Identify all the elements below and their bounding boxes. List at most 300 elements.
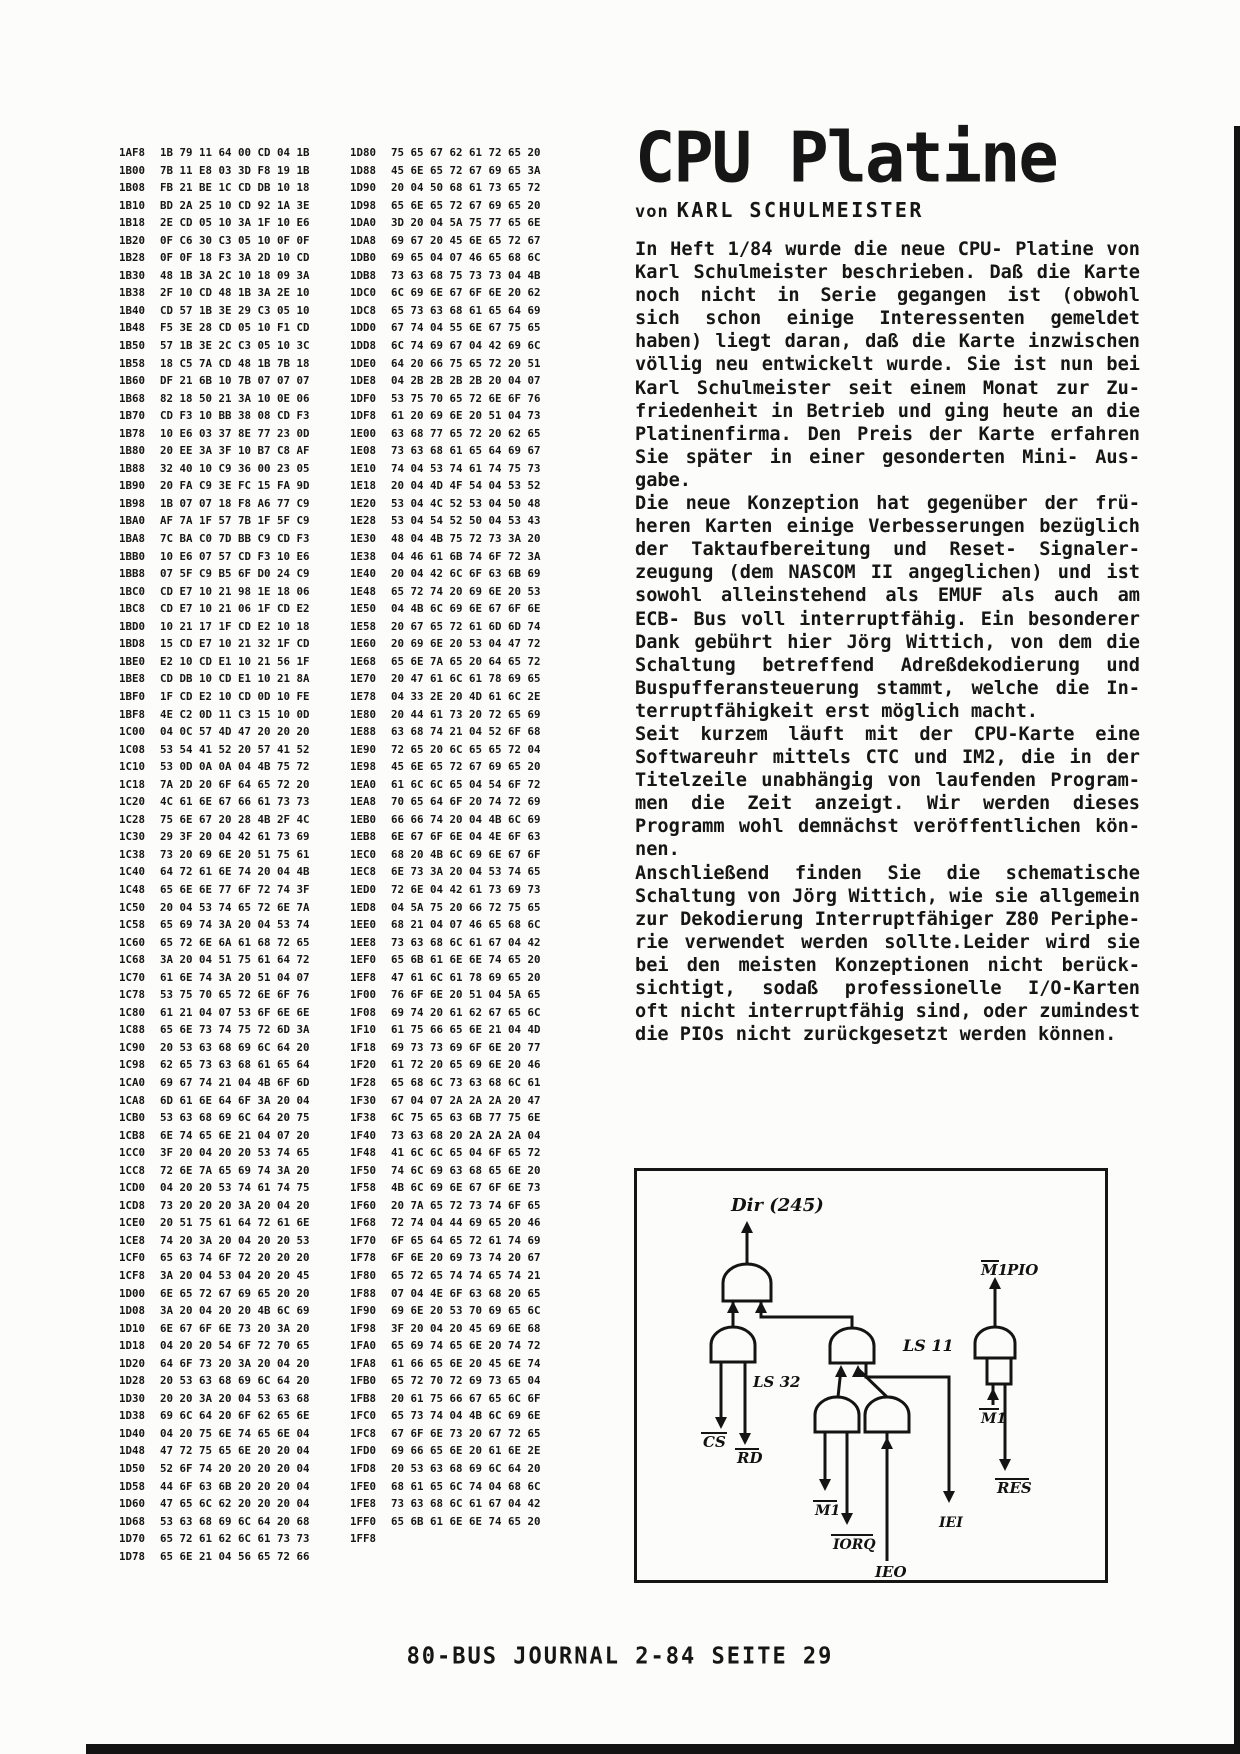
article-text-line: Softwareuhr mittels CTC und IM2, die in der [635, 747, 1140, 769]
hex-row [350, 1495, 541, 1513]
hex-address: 1D58 [119, 1479, 146, 1493]
article-text-line: Schaltung von Jörg Wittich, wie sie allgemein [635, 885, 1140, 907]
hex-row [350, 1109, 541, 1127]
hex-address: 1EC0 [350, 847, 377, 861]
hex-row [350, 197, 541, 215]
hex-address: 1D10 [119, 1321, 146, 1335]
arrowhead-down [943, 1491, 955, 1503]
hex-address: 1D60 [119, 1497, 146, 1511]
and-gate-bottom-right [865, 1397, 909, 1432]
hex-address: 1F80 [350, 1269, 377, 1282]
article-text-line: Karl Schulmeister beschrieben. Daß die Karte [635, 262, 1140, 284]
hex-bytes: 07 04 4E 6F 63 68 20 65 [391, 1286, 541, 1300]
hex-bytes: 63 68 77 65 72 20 62 65 [391, 426, 541, 440]
hex-address: 1ED8 [350, 900, 377, 914]
m1-pio-label-m1: M1 [981, 1261, 1009, 1279]
hex-bytes: 53 04 4C 52 53 04 50 48 [391, 496, 541, 510]
hex-bytes: 65 72 74 20 69 6E 20 53 [391, 584, 541, 598]
hex-address: 1C90 [119, 1040, 146, 1054]
hex-address: 1BD0 [119, 619, 146, 633]
hex-address: 1E50 [350, 602, 377, 616]
hex-address: 1BA8 [119, 532, 146, 546]
article-text-line: die PIOs nicht zurückgesetzt werden können. [635, 1024, 1117, 1046]
hex-address: 1B20 [119, 233, 146, 247]
hex-address: 1B18 [119, 216, 146, 230]
hex-address: 1F48 [350, 1146, 377, 1160]
article-text-line: Platinenfirma. Den Preis der Karte erfahren [635, 423, 1140, 445]
hex-address: 1EC8 [350, 865, 377, 879]
hex-address: 1E58 [350, 619, 377, 633]
hex-address: 1BB8 [119, 567, 146, 581]
hex-address: 1B10 [119, 198, 146, 212]
hex-bytes: 65 72 61 62 6C 61 73 73 [160, 1532, 310, 1546]
hex-row [350, 934, 541, 952]
hex-address: 1B78 [119, 426, 146, 440]
hex-bytes: 65 72 70 72 69 73 65 04 [391, 1374, 541, 1388]
hex-row [119, 1144, 310, 1162]
hex-bytes: 66 66 74 20 04 4B 6C 69 [391, 812, 541, 826]
article-text-line: In Heft 1/84 wurde die neue CPU- Platine von [635, 239, 1140, 260]
arrowhead-up [881, 1437, 893, 1449]
hex-row [119, 1302, 310, 1320]
hex-row [119, 583, 310, 601]
hex-row [350, 688, 541, 706]
article-text-line: sich schon einige Interessenten gemeldet [635, 308, 1140, 330]
hex-row [119, 1513, 310, 1531]
hex-address: 1FD0 [350, 1444, 377, 1458]
hex-row [119, 1004, 310, 1022]
hex-address: 1C70 [119, 970, 146, 984]
hex-row [350, 179, 541, 197]
hex-row [119, 512, 310, 530]
hex-bytes: 53 75 70 65 72 6E 6F 76 [160, 988, 310, 1002]
hex-bytes: 6C 69 6E 67 6F 6E 20 62 [391, 286, 541, 300]
hex-bytes: 64 72 61 6E 74 20 04 4B [160, 865, 310, 879]
hex-bytes: 69 66 65 6E 20 61 6E 2E [391, 1444, 541, 1458]
hex-address: 1CF0 [119, 1251, 146, 1265]
hex-address: 1D28 [119, 1374, 146, 1388]
hex-address: 1C18 [119, 777, 146, 791]
hex-bytes: 6E 67 6F 6E 73 20 3A 20 [160, 1321, 310, 1335]
hex-row [119, 1039, 310, 1057]
hex-row [350, 1162, 541, 1180]
scan-edge-right [1234, 126, 1240, 1754]
hex-bytes: 1F CD E2 10 CD 0D 10 FE [160, 689, 310, 703]
hex-row [119, 670, 310, 688]
hex-address: 1E38 [350, 549, 377, 563]
hex-bytes: 20 53 63 68 69 6C 64 20 [160, 1040, 310, 1054]
hex-address: 1E70 [350, 672, 377, 686]
hex-bytes: 67 04 07 2A 2A 2A 20 47 [391, 1093, 541, 1107]
hex-bytes: 74 6C 69 63 68 65 6E 20 [391, 1163, 541, 1177]
hex-row [119, 1162, 310, 1180]
hex-row [119, 267, 310, 285]
hex-bytes: 53 54 41 52 20 57 41 52 [160, 742, 310, 756]
article-text-line: terruptfähigkeit erst möglich macht. [635, 700, 1038, 722]
article-text-line: men die Zeit anzeigt. Wir werden dieses [635, 793, 1140, 815]
hex-address: 1F68 [350, 1216, 377, 1230]
hex-bytes: 04 2B 2B 2B 2B 20 04 07 [391, 374, 541, 388]
hex-address: 1C98 [119, 1058, 146, 1072]
hex-row [350, 1372, 541, 1390]
hex-bytes: 73 63 68 20 2A 2A 2A 04 [391, 1128, 541, 1142]
hex-address: 1F88 [350, 1286, 377, 1300]
hex-address: 1BE0 [119, 654, 146, 668]
hex-bytes: 2E CD 05 10 3A 1F 10 E6 [160, 216, 310, 230]
hex-address: 1BE8 [119, 672, 146, 686]
hex-row [119, 390, 310, 408]
hex-bytes: 73 20 69 6E 20 51 75 61 [160, 847, 310, 861]
arrowhead-down [999, 1459, 1011, 1471]
hex-row [350, 618, 541, 636]
and-gate-bottom-left [815, 1397, 859, 1432]
hex-row [350, 284, 541, 302]
article-text-line: Seit kurzem läuft mit der CPU-Karte eine [635, 723, 1140, 745]
or-gate-left [711, 1327, 755, 1362]
hex-address: 1E28 [350, 514, 377, 528]
hex-row [119, 776, 310, 794]
hex-bytes: 18 C5 7A CD 48 1B 7B 18 [160, 356, 310, 370]
hex-address: 1C80 [119, 1005, 146, 1019]
hex-bytes: 72 6E 7A 65 69 74 3A 20 [160, 1163, 310, 1177]
hex-address: 1B50 [119, 339, 146, 353]
hex-bytes: 65 6B 61 6E 6E 74 65 20 [391, 953, 541, 967]
article-text-line: Anschließend finden Sie die schematische [635, 862, 1140, 884]
hex-bytes: 6C 75 65 63 6B 77 75 6E [391, 1111, 541, 1125]
article-text-line: bei den meisten Konzeptionen nicht berück- [635, 954, 1140, 976]
hex-bytes: 6F 6E 20 69 73 74 20 67 [391, 1251, 541, 1265]
hex-row [119, 723, 310, 741]
hex-address: 1CF8 [119, 1269, 146, 1282]
hex-row [350, 355, 541, 373]
hex-address: 1D40 [119, 1426, 146, 1440]
hex-address: 1EE0 [350, 918, 377, 932]
hex-address: 1D70 [119, 1532, 146, 1546]
hex-bytes: 20 67 65 72 61 6D 6D 74 [391, 619, 541, 633]
hex-bytes: 53 63 68 69 6C 64 20 68 [160, 1514, 310, 1528]
hex-bytes: 20 69 6E 20 53 04 47 72 [391, 637, 541, 651]
hex-bytes: 45 6E 65 72 67 69 65 20 [391, 760, 541, 774]
hex-bytes: 20 51 75 61 64 72 61 6E [160, 1216, 310, 1230]
hex-row [350, 495, 541, 513]
logic-schematic [637, 1171, 1105, 1580]
hex-address: 1C28 [119, 812, 146, 826]
hex-bytes: 6E 65 72 67 69 65 20 20 [160, 1286, 310, 1300]
hex-row [350, 425, 541, 443]
hex-address: 1E08 [350, 444, 377, 458]
hex-address: 1C00 [119, 725, 146, 739]
hex-row [350, 653, 541, 671]
hex-row [350, 319, 541, 337]
hex-bytes: 20 04 50 68 61 73 65 72 [391, 181, 541, 195]
hex-address: 1FE8 [350, 1497, 377, 1511]
hex-row [350, 863, 541, 881]
hex-address: 1D00 [119, 1286, 146, 1300]
hex-address: 1D48 [119, 1444, 146, 1458]
hex-address: 1E18 [350, 479, 377, 493]
hex-address: 1D08 [119, 1304, 146, 1318]
page-title: CPU Platine [635, 116, 1057, 198]
hex-address: 1B80 [119, 444, 146, 458]
hex-bytes: 6F 65 64 65 72 61 74 69 [391, 1233, 541, 1247]
hex-bytes: 3A 20 04 20 20 4B 6C 69 [160, 1304, 310, 1318]
hex-address: 1DC0 [350, 286, 377, 300]
hex-bytes: 04 20 20 54 6F 72 70 65 [160, 1339, 310, 1353]
hex-bytes: CD DB 10 CD E1 10 21 8A [160, 672, 310, 686]
hex-address: 1D68 [119, 1514, 146, 1528]
arrowhead-down [739, 1433, 751, 1445]
hex-bytes: DF 21 6B 10 7B 07 07 07 [160, 374, 310, 388]
hex-row [350, 249, 541, 267]
hex-bytes: 04 33 2E 20 4D 61 6C 2E [391, 689, 541, 703]
hex-address: 1FA8 [350, 1356, 377, 1370]
hex-row [350, 776, 541, 794]
hex-address: 1C38 [119, 847, 146, 861]
hex-row [119, 1548, 310, 1566]
hex-address: 1F40 [350, 1128, 377, 1142]
hex-row [350, 670, 541, 688]
hex-address: 1FF8 [350, 1532, 377, 1546]
arrowhead-down [819, 1479, 831, 1491]
iei-signal-label: IEI [939, 1515, 963, 1531]
and-gate-top [723, 1264, 771, 1301]
arrowhead-up [755, 1301, 767, 1313]
hex-row [350, 986, 541, 1004]
hex-bytes: 4C 61 6E 67 66 61 73 73 [160, 795, 310, 809]
hex-row [350, 1179, 541, 1197]
hex-address: 1EE8 [350, 935, 377, 949]
hex-address: 1F20 [350, 1058, 377, 1072]
hex-address: 1B00 [119, 163, 146, 177]
hex-address: 1CA0 [119, 1075, 146, 1089]
hex-bytes: CD E7 10 21 98 1E 18 06 [160, 584, 310, 598]
hex-bytes: 10 21 17 1F CD E2 10 18 [160, 619, 310, 633]
hex-bytes: 48 1B 3A 2C 10 18 09 3A [160, 268, 310, 282]
arrowhead-up [727, 1301, 739, 1313]
hex-address: 1E20 [350, 496, 377, 510]
hex-address: 1F18 [350, 1040, 377, 1054]
hex-address: 1FE0 [350, 1479, 377, 1493]
hex-bytes: 2F 10 CD 48 1B 3A 2E 10 [160, 286, 310, 300]
hex-bytes: 61 75 66 65 6E 21 04 4D [391, 1023, 541, 1037]
hex-address: 1CC0 [119, 1146, 146, 1160]
hex-row [350, 337, 541, 355]
hex-address: 1C60 [119, 935, 146, 949]
article-text-line: ECB- Bus voll interruptfähig. Ein besonderer [635, 608, 1140, 630]
hex-row [350, 1425, 541, 1443]
hex-row [119, 1197, 310, 1215]
hex-bytes: 20 7A 65 72 73 74 6F 65 [391, 1198, 541, 1212]
hex-address: 1CD0 [119, 1181, 146, 1195]
hex-bytes: 3A 20 04 51 75 61 64 72 [160, 953, 310, 967]
hex-address: 1B98 [119, 496, 146, 510]
hex-bytes: 20 EE 3A 3F 10 B7 C8 AF [160, 444, 310, 458]
hex-row [119, 425, 310, 443]
hex-row [350, 1460, 541, 1478]
hex-bytes: 61 20 69 6E 20 51 04 73 [391, 409, 541, 423]
hex-bytes: AF 7A 1F 57 7B 1F 5F C9 [160, 514, 310, 528]
hex-row [350, 758, 541, 776]
hex-bytes: 04 4B 6C 69 6E 67 6F 6E [391, 602, 541, 616]
hex-bytes: 0F C6 30 C3 05 10 0F 0F [160, 233, 310, 247]
hex-bytes: 47 61 6C 61 78 69 65 20 [391, 970, 541, 984]
hex-address: 1BC0 [119, 584, 146, 598]
hex-bytes: 04 20 75 6E 74 65 6E 04 [160, 1426, 310, 1440]
hex-address: 1FD8 [350, 1462, 377, 1476]
hex-address: 1CB0 [119, 1111, 146, 1125]
cs-signal-label: CS [703, 1433, 726, 1451]
hex-address: 1F90 [350, 1304, 377, 1318]
hex-address: 1DE0 [350, 356, 377, 370]
hex-address: 1B60 [119, 374, 146, 388]
hex-bytes: 65 6E 65 72 67 69 65 20 [391, 198, 541, 212]
hex-bytes: 3F 20 04 20 20 53 74 65 [160, 1146, 310, 1160]
hex-bytes: 20 04 42 6C 6F 63 6B 69 [391, 567, 541, 581]
hex-bytes: 47 65 6C 62 20 20 20 04 [160, 1497, 310, 1511]
hex-row [119, 1320, 310, 1338]
hex-row [119, 951, 310, 969]
hex-address: 1D50 [119, 1462, 146, 1476]
hex-bytes: 7B 11 E8 03 3D F8 19 1B [160, 163, 310, 177]
hex-bytes: 65 72 65 74 74 65 74 21 [391, 1269, 541, 1282]
hex-address: 1BF8 [119, 707, 146, 721]
hex-address: 1C48 [119, 882, 146, 896]
hex-bytes: 53 75 70 65 72 6E 6F 76 [391, 391, 541, 405]
hex-row [350, 1214, 541, 1232]
ieo-signal-label: IEO [875, 1563, 907, 1580]
hex-bytes: 64 20 66 75 65 72 20 51 [391, 356, 541, 370]
hex-address: 1F38 [350, 1111, 377, 1125]
hex-row [350, 793, 541, 811]
hex-row [119, 688, 310, 706]
hex-address: 1B90 [119, 479, 146, 493]
hex-row [119, 162, 310, 180]
hex-address: 1B58 [119, 356, 146, 370]
hex-row [350, 144, 541, 162]
hex-bytes: 67 74 04 55 6E 67 75 65 [391, 321, 541, 335]
rd-signal-label: RD [737, 1449, 763, 1467]
hex-bytes: 20 04 4D 4F 54 04 53 52 [391, 479, 541, 493]
hex-address: 1EB8 [350, 830, 377, 844]
wire [858, 1369, 887, 1397]
hex-row [119, 618, 310, 636]
hex-bytes: 20 04 53 74 65 72 6E 7A [160, 900, 310, 914]
hex-row [350, 548, 541, 566]
hex-bytes: 68 21 04 07 46 65 68 6C [391, 918, 541, 932]
hex-bytes: 65 73 74 04 4B 6C 69 6E [391, 1409, 541, 1423]
hex-address: 1C58 [119, 918, 146, 932]
hex-address: 1B48 [119, 321, 146, 335]
hex-address: 1DB8 [350, 268, 377, 282]
hex-bytes: 20 53 63 68 69 6C 64 20 [160, 1374, 310, 1388]
hex-address: 1D80 [350, 146, 377, 159]
hex-bytes: 74 04 53 74 61 74 75 73 [391, 461, 541, 475]
hex-address: 1D18 [119, 1339, 146, 1353]
hex-row [119, 863, 310, 881]
hex-row [350, 846, 541, 864]
hex-address: 1E68 [350, 654, 377, 668]
hex-row [119, 1425, 310, 1443]
hex-row [119, 460, 310, 478]
hex-row [350, 390, 541, 408]
hex-address: 1B08 [119, 181, 146, 195]
article-text-line: Programm wohl demnächst veröffentlichen kön- [635, 816, 1140, 838]
hex-bytes: 65 68 6C 73 63 68 6C 61 [391, 1075, 541, 1089]
hex-address: 1B28 [119, 251, 146, 265]
hex-row [119, 477, 310, 495]
hex-bytes: 67 6F 6E 73 20 67 72 65 [391, 1426, 541, 1440]
hex-bytes: 61 72 20 65 69 6E 20 46 [391, 1058, 541, 1072]
hex-row [119, 1109, 310, 1127]
hex-row [119, 1478, 310, 1496]
hex-bytes: 69 73 73 69 6F 6E 20 77 [391, 1040, 541, 1054]
hex-bytes: 6E 73 3A 20 04 53 74 65 [391, 865, 541, 879]
hex-row [119, 1372, 310, 1390]
hex-row [119, 1249, 310, 1267]
hex-bytes: 72 74 04 44 69 65 20 46 [391, 1216, 541, 1230]
hex-row [350, 899, 541, 917]
hex-address: 1F70 [350, 1233, 377, 1247]
hex-row [119, 811, 310, 829]
hex-row [119, 846, 310, 864]
iorq-signal-label: IORQ [833, 1537, 876, 1553]
hex-row [350, 951, 541, 969]
hex-row [350, 1056, 541, 1074]
hex-row [350, 232, 541, 250]
hex-row [119, 214, 310, 232]
hex-row [119, 986, 310, 1004]
hex-row [119, 1127, 310, 1145]
hex-address: 1D20 [119, 1356, 146, 1370]
and-gate-m1pio [975, 1327, 1015, 1358]
ls11-chip-label: LS 11 [903, 1336, 954, 1355]
schematic-box [634, 1168, 1108, 1583]
hex-address: 1C68 [119, 953, 146, 967]
byline-author: KARL SCHULMEISTER [676, 198, 924, 222]
hex-row [119, 1267, 310, 1285]
hex-row [119, 1495, 310, 1513]
hex-address: 1C50 [119, 900, 146, 914]
hex-bytes: 65 72 6E 6A 61 68 72 65 [160, 935, 310, 949]
hex-address: 1C78 [119, 988, 146, 1002]
hex-address: 1C10 [119, 760, 146, 774]
hex-address: 1DA8 [350, 233, 377, 247]
article-text-line: Sie später in einer gesonderten Mini- Aus- [635, 446, 1140, 468]
hex-row [119, 1092, 310, 1110]
hex-bytes: 65 6E 21 04 56 65 72 66 [160, 1549, 310, 1563]
article-text-line: völlig neu entwickelt wurde. Sie ist nun bei [635, 354, 1140, 376]
hex-bytes: 10 E6 07 57 CD F3 10 E6 [160, 549, 310, 563]
hex-row [350, 1144, 541, 1162]
hex-row [350, 1302, 541, 1320]
hex-row [119, 179, 310, 197]
hex-row [350, 1355, 541, 1373]
hex-bytes: 04 46 61 6B 74 6F 72 3A [391, 549, 541, 563]
hex-row [350, 635, 541, 653]
hex-row [350, 1127, 541, 1145]
hex-row [119, 969, 310, 987]
m1-signal-label-right: M1 [981, 1411, 1007, 1427]
hex-bytes: 61 6C 6C 65 04 54 6F 72 [391, 777, 541, 791]
hex-bytes: 20 61 75 66 67 65 6C 6F [391, 1391, 541, 1405]
hex-address: 1D30 [119, 1391, 146, 1405]
hex-address: 1DF0 [350, 391, 377, 405]
hex-row [350, 881, 541, 899]
hex-address: 1F10 [350, 1023, 377, 1037]
hex-bytes: FB 21 BE 1C CD DB 10 18 [160, 181, 310, 195]
hex-bytes: 1B 07 07 18 F8 A6 77 C9 [160, 496, 310, 510]
hex-row [119, 1355, 310, 1373]
